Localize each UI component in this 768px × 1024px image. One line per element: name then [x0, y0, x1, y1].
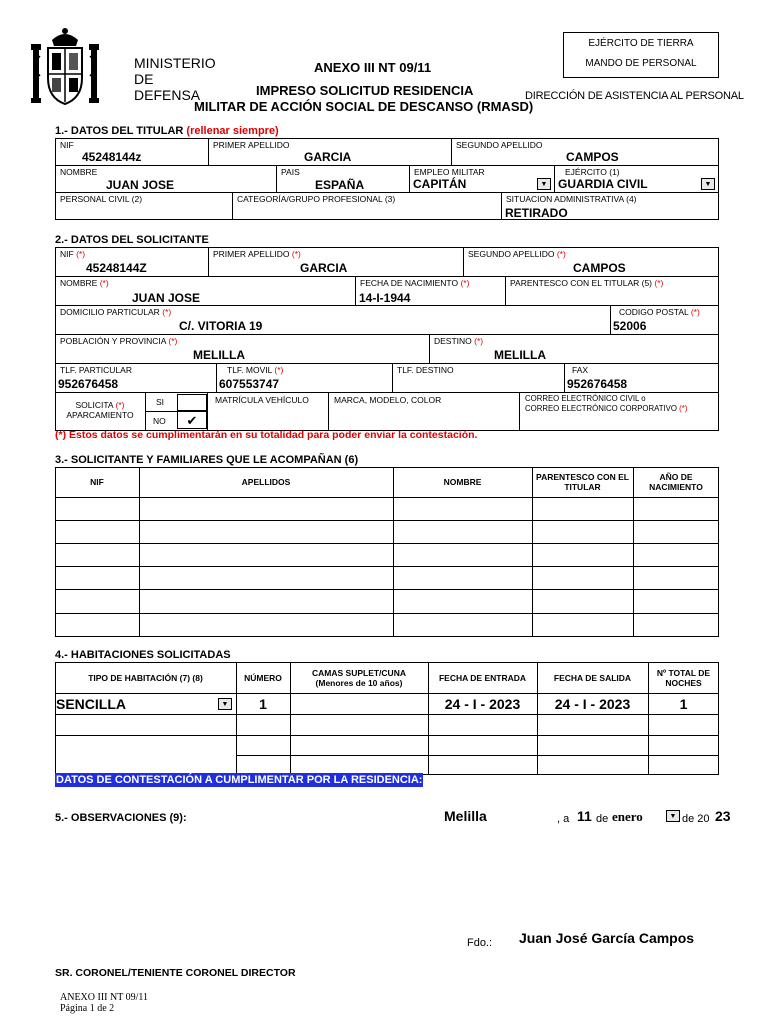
- solicitante-domicilio-field[interactable]: [55, 305, 611, 335]
- field-label-group: [227, 365, 283, 375]
- field-label-group: [434, 336, 483, 346]
- field-label: CODIGO POSTAL: [619, 307, 689, 317]
- divider: [55, 497, 719, 498]
- field-label: POBLACIÓN Y PROVINCIA: [60, 336, 166, 346]
- solicitante-fax-field[interactable]: [564, 363, 719, 393]
- si-label: SI: [156, 397, 165, 407]
- solicita-label: SOLICITA: [75, 400, 114, 410]
- field-value: 45248144Z: [86, 261, 147, 275]
- field-value: GUARDIA CIVIL: [558, 177, 648, 191]
- titular-nombre-field[interactable]: [55, 165, 277, 193]
- required-mark: (*): [99, 278, 109, 288]
- solicitante-tlf-movil-field[interactable]: [216, 363, 393, 393]
- parking-label: [55, 400, 145, 420]
- field-value: 607553747: [219, 377, 280, 391]
- field-label: NIF: [60, 249, 74, 259]
- titular-situacion-field[interactable]: [501, 192, 719, 220]
- solicitante-nif-field[interactable]: [55, 247, 209, 277]
- field-value: GARCIA: [300, 261, 348, 275]
- field-value: 45248144z: [82, 150, 142, 164]
- field-label-group: [213, 249, 301, 259]
- marca-label: MARCA, MODELO, COLOR: [334, 395, 442, 405]
- solicitante-parentesco-field[interactable]: [505, 276, 719, 306]
- command-box: [563, 32, 719, 78]
- required-mark: (*): [76, 249, 86, 259]
- titular-segundo-apellido-field[interactable]: [451, 138, 719, 166]
- field-label: FECHA DE NACIMIENTO: [360, 278, 459, 288]
- table-row[interactable]: [55, 589, 719, 590]
- dropdown-arrow-icon[interactable]: ▼: [666, 810, 680, 822]
- field-label: TLF. PARTICULAR: [60, 365, 132, 375]
- field-label: TLF. DESTINO: [397, 365, 454, 375]
- field-label: TLF. MOVIL: [227, 365, 273, 375]
- month-value[interactable]: enero: [612, 809, 643, 824]
- exit-date-value[interactable]: 24 - I - 2023: [554, 696, 631, 712]
- field-value: GARCIA: [304, 150, 352, 164]
- solicitante-segundo-apellido-field[interactable]: [463, 247, 719, 277]
- field-value: JUAN JOSE: [106, 178, 175, 192]
- col-header-fecha-entrada: FECHA DE ENTRADA: [438, 672, 527, 683]
- table-row[interactable]: [55, 613, 719, 614]
- col-header-tipo: TIPO DE HABITACIÓN (7) (8): [88, 672, 203, 683]
- field-label: PERSONAL CIVIL (2): [60, 194, 143, 204]
- col-header-camas-line: CAMAS SUPLET/CUNA: [312, 667, 406, 678]
- place-value[interactable]: Melilla: [444, 808, 487, 824]
- required-mark: (*): [274, 365, 284, 375]
- field-label: CATEGORÍA/GRUPO PROFESIONAL (3): [237, 194, 396, 204]
- recipient-label: SR. CORONEL/TENIENTE CORONEL DIRECTOR: [55, 967, 296, 979]
- field-label: EMPLEO MILITAR: [414, 167, 485, 177]
- footer-page: Página 1 de 2: [60, 1003, 115, 1014]
- required-footnote: (*) Estos datos se cumplimentarán en su totalidad para poder enviar la contestación.: [55, 429, 478, 441]
- field-value: CAMPOS: [566, 150, 619, 164]
- col-header-parentesco: PARENTESCO CON EL TITULAR: [536, 472, 629, 492]
- correo-civil-label: CORREO ELECTRÓNICO CIVIL o: [525, 394, 646, 403]
- solicitante-fecha-nacimiento-field[interactable]: [355, 276, 506, 306]
- section-4-title: 4.- HABITACIONES SOLICITADAS: [55, 649, 231, 661]
- field-label: SITUACION ADMINISTRATIVA (4): [506, 194, 637, 204]
- parking-no-checkbox[interactable]: ✔: [177, 411, 207, 429]
- field-label: PRIMER APELLIDO: [213, 140, 290, 150]
- col-header-nif: NIF: [90, 477, 104, 487]
- ministry-line: DE: [134, 71, 154, 87]
- table-row[interactable]: [55, 566, 719, 567]
- col-header-nombre: NOMBRE: [443, 477, 482, 487]
- field-value: RETIRADO: [505, 206, 568, 220]
- field-label: NOMBRE: [60, 167, 98, 177]
- form-title-1: IMPRESO SOLICITUD RESIDENCIA: [256, 83, 474, 98]
- field-value: 952676458: [58, 377, 119, 391]
- titular-personal-civil-field[interactable]: [55, 192, 233, 220]
- field-label: DESTINO: [434, 336, 472, 346]
- correo-corp-line: [525, 404, 687, 414]
- field-value: 952676458: [567, 377, 628, 391]
- titular-ejercito-select[interactable]: [554, 165, 719, 193]
- field-label-group: [360, 278, 469, 288]
- field-label-group: [60, 249, 85, 259]
- solicitante-tlf-particular-field[interactable]: [55, 363, 217, 393]
- correo-labels: [525, 394, 687, 414]
- ministry-line: MINISTERIO: [134, 55, 216, 71]
- matricula-label: MATRÍCULA VEHÍCULO: [215, 395, 309, 405]
- field-label: SEGUNDO APELLIDO: [468, 249, 555, 259]
- titular-nif-field[interactable]: [55, 138, 209, 166]
- entry-date-value[interactable]: 24 - I - 2023: [444, 696, 521, 712]
- signature-value[interactable]: Juan José García Campos: [519, 930, 695, 946]
- field-label-group: [60, 307, 171, 317]
- room-type-value[interactable]: SENCILLA: [56, 696, 126, 712]
- divider: [328, 392, 329, 431]
- titular-categoria-field[interactable]: [232, 192, 502, 220]
- required-mark: (*): [679, 404, 688, 413]
- section-1-title: [55, 125, 279, 137]
- table-row[interactable]: [55, 714, 719, 715]
- table-row[interactable]: [55, 543, 719, 544]
- ministry-name: [134, 55, 216, 103]
- parking-label-line: [55, 400, 145, 410]
- titular-empleo-select[interactable]: [409, 165, 555, 193]
- correo-corp-label: CORREO ELECTRÓNICO CORPORATIVO: [525, 404, 677, 413]
- solicitante-poblacion-field[interactable]: [55, 334, 430, 364]
- required-mark: (*): [168, 336, 178, 346]
- field-value: CAPITÁN: [413, 177, 467, 191]
- room-number-value[interactable]: 1: [259, 696, 267, 712]
- contestacion-banner: DATOS DE CONTESTACIÓN A CUMPLIMENTAR POR LA RESIDENCIA:: [56, 774, 423, 786]
- col-header-total-noches: Nº TOTAL DE NOCHES: [656, 667, 711, 688]
- dropdown-arrow-icon[interactable]: ▼: [701, 178, 715, 190]
- section-5-title: 5.- OBSERVACIONES (9):: [55, 812, 187, 824]
- divider: [519, 392, 520, 431]
- required-mark: (*): [474, 336, 484, 346]
- aparcamiento-label: APARCAMIENTO: [66, 410, 134, 420]
- field-label: PARENTESCO CON EL TITULAR (5): [510, 278, 653, 288]
- required-mark: (*): [690, 307, 700, 317]
- field-label: FAX: [572, 365, 589, 375]
- section-3-title: 3.- SOLICITANTE Y FAMILIARES QUE LE ACOMPAÑAN (6): [55, 454, 359, 466]
- col-header-camas: [290, 662, 428, 693]
- field-label-group: [510, 278, 663, 288]
- section-2-title: 2.- DATOS DEL SOLICITANTE: [55, 234, 209, 246]
- command-label: MANDO DE PERSONAL: [585, 58, 697, 69]
- field-label: SEGUNDO APELLIDO: [456, 140, 543, 150]
- table-row[interactable]: [55, 735, 719, 736]
- day-value[interactable]: 11: [577, 808, 592, 824]
- field-label: DOMICILIO PARTICULAR: [60, 307, 160, 317]
- year-value[interactable]: 23: [715, 808, 731, 824]
- field-value: 52006: [613, 319, 647, 333]
- solicitante-nombre-field[interactable]: [55, 276, 356, 306]
- fdo-label: Fdo.:: [467, 937, 493, 949]
- field-label-group: [60, 278, 109, 288]
- field-label: NIF: [60, 140, 74, 150]
- divider: [55, 693, 719, 694]
- table-row[interactable]: [55, 520, 719, 521]
- parking-si-checkbox[interactable]: [177, 394, 207, 411]
- solicitante-primer-apellido-field[interactable]: [208, 247, 464, 277]
- divider: [236, 755, 719, 756]
- col-header-apellidos: APELLIDOS: [241, 477, 291, 487]
- required-mark: (*): [115, 400, 125, 410]
- field-label: NOMBRE: [60, 278, 98, 288]
- required-mark: (*): [556, 249, 566, 259]
- section-1-title-text: 1.- DATOS DEL TITULAR: [55, 125, 184, 137]
- de20-label: de 20: [682, 813, 710, 825]
- field-value: ESPAÑA: [315, 178, 365, 192]
- field-value: JUAN JOSE: [132, 291, 201, 305]
- field-label: PRIMER APELLIDO: [213, 249, 290, 259]
- field-value: C/. VITORIA 19: [179, 319, 263, 333]
- total-nights-value[interactable]: 1: [679, 696, 688, 712]
- direction-label: DIRECCIÓN DE ASISTENCIA AL PERSONAL: [525, 90, 744, 102]
- field-label-group: [60, 336, 177, 346]
- annex-title: ANEXO III NT 09/11: [314, 60, 432, 75]
- field-label: EJÉRCITO (1): [565, 167, 620, 177]
- field-value: CAMPOS: [573, 261, 626, 275]
- ministry-line: DEFENSA: [134, 87, 201, 103]
- page-footer: [60, 992, 148, 1014]
- section-1-note: (rellenar siempre): [186, 125, 279, 137]
- solicitante-tlf-destino-field[interactable]: [392, 363, 565, 393]
- field-value: MELILLA: [494, 348, 546, 362]
- col-header-numero: NÚMERO: [244, 672, 282, 683]
- required-mark: (*): [291, 249, 301, 259]
- field-label-group: [468, 249, 566, 259]
- date-a-label: , a: [557, 813, 570, 825]
- required-mark: (*): [162, 307, 172, 317]
- titular-pais-field[interactable]: [276, 165, 410, 193]
- field-value: 14-I-1944: [359, 291, 411, 305]
- solicitante-destino-field[interactable]: [429, 334, 719, 364]
- solicitante-codigo-postal-field[interactable]: [610, 305, 719, 335]
- field-value: MELILLA: [193, 348, 245, 362]
- col-header-ano-nacimiento: AÑO DE NACIMIENTO: [649, 472, 703, 492]
- required-mark: (*): [654, 278, 664, 288]
- col-header-fecha-salida: FECHA DE SALIDA: [553, 672, 632, 683]
- col-header-camas-sub: (Menores de 10 años): [315, 677, 403, 688]
- titular-primer-apellido-field[interactable]: [208, 138, 452, 166]
- field-label: PAIS: [281, 167, 300, 177]
- army-label: EJÉRCITO DE TIERRA: [588, 38, 694, 49]
- footer-annex: ANEXO III NT 09/11: [60, 992, 149, 1003]
- field-label-group: [619, 307, 700, 317]
- no-label: NO: [153, 416, 166, 426]
- required-mark: (*): [460, 278, 470, 288]
- de-label: de: [596, 813, 609, 825]
- divider: [207, 392, 208, 431]
- dropdown-arrow-icon[interactable]: ▼: [218, 698, 232, 710]
- form-title-2: MILITAR DE ACCIÓN SOCIAL DE DESCANSO (RMASD): [194, 99, 534, 114]
- coat-of-arms-icon: [30, 26, 100, 108]
- dropdown-arrow-icon[interactable]: ▼: [537, 178, 551, 190]
